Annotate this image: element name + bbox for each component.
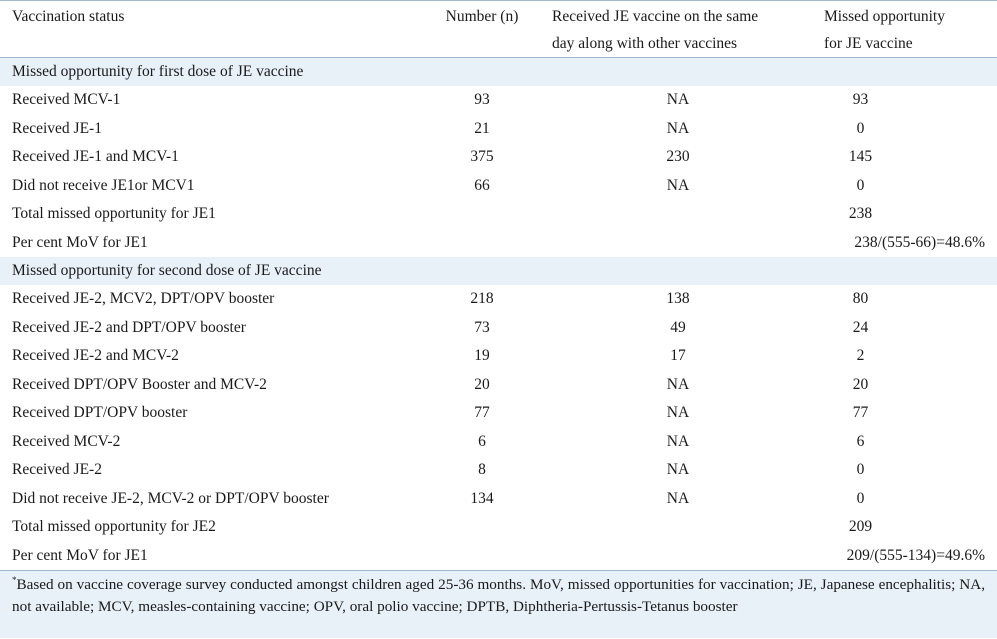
table-row [0,314,997,343]
cell-number: 21 [474,119,490,137]
cell-number: 20 [474,375,490,393]
cell-status: Received MCV-2 [12,432,121,450]
table-row [0,143,997,172]
section-title: Missed opportunity for second dose of JE vaccine [0,257,997,285]
cell-number: 218 [470,290,494,308]
footnote-text: Based on vaccine coverage survey conducted amongst children aged 25-36 months. MoV, missed opportunities for vaccination; JE, Japanese encephalitis; NA, not available; MCV, measles-containing vaccine; OPV, oral polio vaccine; DPTB, Diphtheria-Pertussis-Tetanus booster [12,576,985,615]
cell-status: Did not receive JE1or MCV1 [12,176,195,194]
section-row [0,257,997,285]
cell-same-day: NA [666,404,690,422]
cell-number: 134 [470,489,494,507]
header-same-day-line2: day along with other vaccines [552,35,738,52]
total-row [0,513,997,542]
cell-missed: 20 [852,375,869,393]
percent-value: 209/(555-134)=49.6% [812,542,997,571]
header-same-day-line1: Received JE vaccine on the same [552,8,759,25]
section-row [0,58,997,87]
total-value: 209 [848,518,873,536]
cell-status: Received DPT/OPV Booster and MCV-2 [12,375,267,393]
cell-number: 8 [478,461,486,479]
cell-number: 66 [474,176,490,194]
cell-missed: 145 [848,148,873,166]
cell-missed: 0 [856,489,865,507]
table-row [0,115,997,144]
table-row [0,456,997,485]
cell-number: 375 [470,148,494,166]
cell-same-day: 17 [670,347,686,365]
cell-status: Received JE-1 [12,119,102,137]
header-row [0,1,997,58]
table-row [0,428,997,457]
cell-status: Received JE-2 and MCV-2 [12,347,179,365]
cell-same-day: NA [666,461,690,479]
total-label: Total missed opportunity for JE1 [12,205,216,223]
cell-missed: 24 [852,318,869,336]
header-missed-line1: Missed opportunity [824,8,945,25]
table-row [0,371,997,400]
cell-same-day: NA [666,375,690,393]
cell-missed: 77 [852,404,869,422]
table-row [0,485,997,514]
cell-number: 77 [474,404,490,422]
percent-label: Per cent MoV for JE1 [12,233,148,251]
cell-same-day: NA [666,91,690,109]
cell-status: Received MCV-1 [12,91,121,109]
cell-missed: 6 [856,432,865,450]
total-value: 238 [848,205,873,223]
cell-missed: 2 [856,347,865,365]
cell-status: Did not receive JE-2, MCV-2 or DPT/OPV booster [12,489,329,507]
header-missed-opportunity [812,1,997,58]
cell-same-day: NA [666,489,690,507]
cell-status: Received JE-2 [12,461,102,479]
cell-missed: 0 [856,176,865,194]
table-row [0,342,997,371]
header-number: Number (n) [420,1,540,58]
cell-status: Received JE-2, MCV2, DPT/OPV booster [12,290,275,308]
cell-same-day: NA [666,119,690,137]
cell-missed: 80 [852,290,869,308]
cell-status: Received JE-2 and DPT/OPV booster [12,318,246,336]
percent-row [0,542,997,571]
cell-same-day: NA [666,432,690,450]
header-vaccination-status: Vaccination status [0,1,420,58]
cell-missed: 0 [856,461,865,479]
footnote-marker: * [12,574,17,585]
header-missed-line2: for JE vaccine [824,35,913,52]
table-row [0,399,997,428]
table-row [0,285,997,314]
cell-status: Received DPT/OPV booster [12,404,188,422]
cell-status: Received JE-1 and MCV-1 [12,148,179,166]
percent-row [0,229,997,258]
cell-same-day: NA [666,176,690,194]
total-row [0,200,997,229]
percent-label: Per cent MoV for JE1 [0,542,420,571]
total-label: Total missed opportunity for JE2 [12,518,216,536]
cell-same-day: 49 [670,318,686,336]
table-row [0,172,997,201]
header-same-day [540,1,812,58]
cell-missed: 93 [852,91,869,109]
cell-missed: 0 [856,119,865,137]
section-title: Missed opportunity for first dose of JE vaccine [0,58,997,87]
cell-same-day: 230 [666,148,690,166]
cell-number: 6 [478,432,486,450]
cell-number: 19 [474,347,490,365]
percent-value: 238/(555-66)=48.6% [854,233,985,251]
table-footnote [0,571,997,638]
cell-same-day: 138 [666,290,690,308]
table-row [0,86,997,115]
cell-number: 73 [474,318,490,336]
cell-number: 93 [474,91,490,109]
